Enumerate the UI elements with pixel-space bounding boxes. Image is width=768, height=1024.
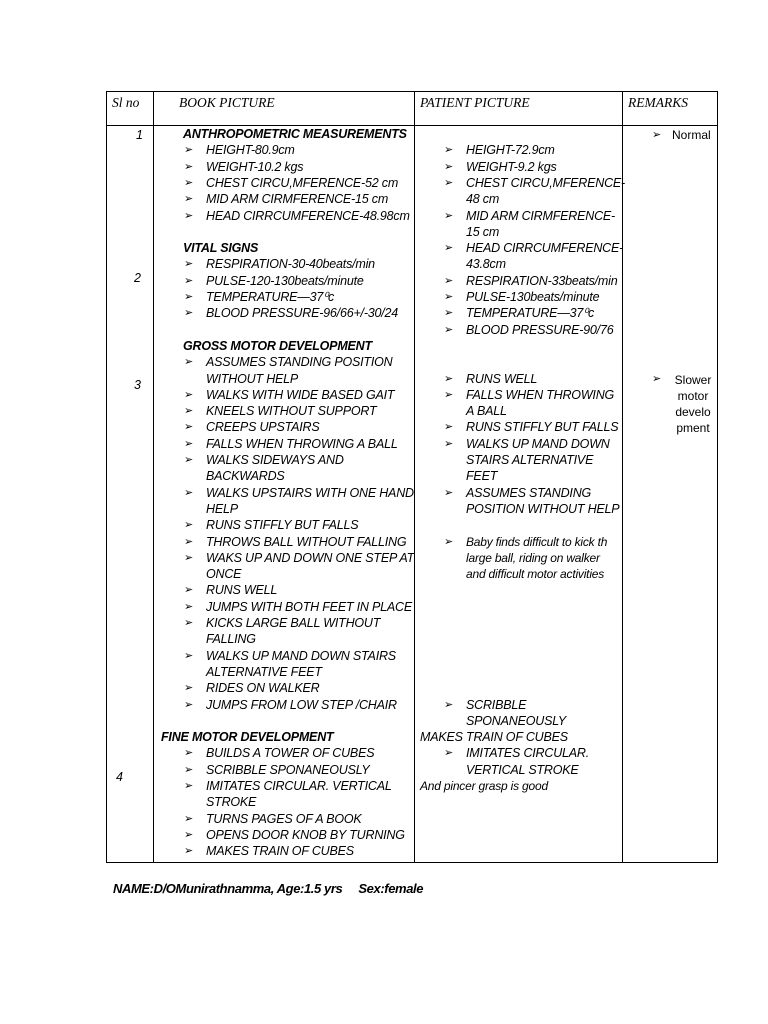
patient-vitals-item: PULSE-130beats/minute [466,290,600,304]
book-gross-item: RUNS STIFFLY BUT FALLS [206,518,359,533]
patient-gross-note: and difficult motor activities [466,567,605,582]
book-gross-item: WALKS SIDEWAYS AND [206,453,344,467]
column-divider-3 [622,91,623,863]
table-bottom-border [106,862,718,863]
section-title-vital-signs: VITAL SIGNS [183,241,259,256]
patient-gross-item: FEET [466,469,498,484]
remark-normal: Normal [672,128,711,142]
book-vital-item: TEMPERATURE—37⁰c [206,290,334,304]
book-gross-bullet: ➢ [184,356,194,369]
book-gross-bullet: ➢ [184,535,194,548]
patient-vitals-item: 15 cm [466,224,500,239]
serial-1: 1 [136,128,143,142]
book-gross-bullet: ➢ [184,551,194,564]
patient-note-bullet: ➢ [444,535,454,548]
patient-gross-bullet: ➢ [444,388,454,401]
book-gross-bullet: ➢ [184,682,194,695]
patient-vitals-item: WEIGHT-9.2 kgs [466,159,557,174]
book-fine-item: OPENS DOOR KNOB BY TURNING [206,827,405,842]
book-fine-item: MAKES TRAIN OF CUBES [206,844,354,859]
patient-fine-train: MAKES TRAIN OF CUBES [420,730,568,745]
book-gross-item: ONCE [206,567,242,582]
patient-fine-imitates-item: VERTICAL STROKE [466,762,579,777]
remark-slower-line-2: motor [677,389,709,403]
book-gross-bullet: ➢ [184,649,194,662]
book-fine-item: BUILDS A TOWER OF CUBES [206,746,375,761]
patient-vitals-item: HEAD CIRRCUMFERENCE- [466,241,624,256]
patient-fine-scribble-bullet: ➢ [444,698,454,711]
patient-gross-note: Baby finds difficult to kick th [466,534,608,549]
book-gross-item: WALKS UP MAND DOWN STAIRS [206,648,396,663]
remark-slower-bullet: ➢ [652,373,662,385]
book-fine-item: TURNS PAGES OF A BOOK [206,811,362,826]
book-gross-item: THROWS BALL WITHOUT FALLING [206,534,407,549]
patient-fine-scribble-item: SPONANEOUSLY [466,713,566,728]
patient-gross-item: ASSUMES STANDING [466,485,592,500]
remark-slower-line-4: pment [676,421,710,435]
patient-gross-item: A BALL [466,404,507,419]
patient-vitals-bullet: ➢ [444,291,454,303]
remark-slower-line-3: develo [675,405,711,419]
book-fine-bullet: ➢ [184,812,194,825]
remark-normal-bullet: ➢ [652,129,662,141]
patient-fine-pincer: And pincer grasp is good [420,779,548,793]
book-vital-bullet: ➢ [184,258,194,271]
patient-gross-item: STAIRS ALTERNATIVE [466,453,594,467]
table-right-border [717,91,718,863]
book-gross-bullet: ➢ [184,617,194,629]
patient-gross-bullet: ➢ [444,486,454,499]
patient-vitals-bullet: ➢ [444,307,454,320]
header-slno: Sl no [112,95,140,110]
book-anthro-item: WEIGHT-10.2 kgs [206,159,304,174]
book-gross-item: WALKS UPSTAIRS WITH ONE HAND [206,485,414,500]
patient-gross-item: RUNS STIFFLY BUT FALLS [466,420,619,435]
book-gross-bullet: ➢ [184,421,194,434]
book-anthro-bullet: ➢ [184,193,194,206]
book-gross-bullet: ➢ [184,405,194,418]
patient-gross-bullet: ➢ [444,437,454,450]
book-fine-item: STROKE [206,795,257,810]
book-gross-bullet: ➢ [184,584,194,597]
table-left-border [106,91,107,863]
book-anthro-item: MID ARM CIRMFERENCE-15 cm [206,192,389,207]
remark-slower-line-1: Slower [674,373,712,387]
book-gross-item: HELP [206,501,238,516]
book-fine-bullet: ➢ [184,763,194,776]
serial-4: 4 [116,770,123,784]
book-gross-bullet: ➢ [184,486,194,499]
book-gross-item: CREEPS UPSTAIRS [206,420,320,435]
book-vital-bullet: ➢ [184,274,194,287]
book-fine-bullet: ➢ [184,828,194,841]
patient-fine-imitates-item: IMITATES CIRCULAR. [466,746,590,761]
section-title-anthropometric: ANTHROPOMETRIC MEASUREMENTS [183,127,407,141]
book-fine-item: IMITATES CIRCULAR. VERTICAL [206,779,392,793]
book-vital-bullet: ➢ [184,307,194,320]
book-vital-bullet: ➢ [184,291,194,303]
patient-fine-scribble-item: SCRIBBLE [466,697,527,712]
book-gross-item: FALLING [206,632,256,647]
patient-vitals-item: BLOOD PRESSURE-90/76 [466,322,614,337]
patient-vitals-bullet: ➢ [444,274,454,287]
book-fine-item: SCRIBBLE SPONANEOUSLY [206,762,370,777]
patient-vitals-bullet: ➢ [444,209,454,222]
patient-gross-bullet: ➢ [444,372,454,385]
book-gross-bullet: ➢ [184,519,194,532]
book-gross-item: JUMPS FROM LOW STEP /CHAIR [206,697,397,712]
patient-name-line: NAME:D/OMunirathnamma, Age:1.5 yrs Sex:female [113,881,424,896]
column-divider-2 [414,91,415,863]
book-anthro-bullet: ➢ [184,144,194,157]
book-gross-item: WITHOUT HELP [206,371,299,386]
book-gross-item: BACKWARDS [206,469,285,484]
book-gross-bullet: ➢ [184,698,194,711]
book-fine-bullet: ➢ [184,780,194,792]
header-remarks: REMARKS [628,95,688,110]
patient-vitals-bullet: ➢ [444,160,454,173]
patient-vitals-bullet: ➢ [444,242,454,255]
book-anthro-bullet: ➢ [184,209,194,222]
patient-gross-item: WALKS UP MAND DOWN [466,436,610,451]
patient-gross-item: FALLS WHEN THROWING [466,387,615,402]
book-vital-item: PULSE-120-130beats/minute [206,273,364,288]
patient-gross-bullet: ➢ [444,421,454,434]
book-anthro-item: HEIGHT-80.9cm [206,143,295,158]
patient-vitals-item: HEIGHT-72.9cm [466,143,555,158]
book-anthro-item: CHEST CIRCU,MFERENCE-52 cm [206,175,399,190]
patient-vitals-bullet: ➢ [444,323,454,336]
book-gross-item: JUMPS WITH BOTH FEET IN PLACE [206,599,413,614]
patient-gross-item: POSITION WITHOUT HELP [466,501,620,516]
column-divider-1 [153,91,154,863]
book-anthro-item: HEAD CIRRCUMFERENCE-48.98cm [206,208,410,223]
patient-vitals-item: 48 cm [466,192,500,207]
serial-2: 2 [134,271,141,285]
book-gross-bullet: ➢ [184,437,194,450]
patient-vitals-bullet: ➢ [444,144,454,157]
book-gross-item: WALKS WITH WIDE BASED GAIT [206,387,395,402]
header-book-picture: BOOK PICTURE [179,95,275,110]
header-patient-picture: PATIENT PICTURE [420,95,530,110]
book-gross-bullet: ➢ [184,388,194,401]
book-anthro-bullet: ➢ [184,160,194,173]
patient-vitals-item: 43.8cm [466,257,506,272]
patient-vitals-item: CHEST CIRCU,MFERENCE- [466,175,625,190]
book-gross-item: RIDES ON WALKER [206,681,320,696]
book-gross-item: WAKS UP AND DOWN ONE STEP AT [206,550,415,565]
book-gross-item: FALLS WHEN THROWING A BALL [206,436,398,451]
patient-gross-item: RUNS WELL [466,371,538,386]
book-fine-bullet: ➢ [184,845,194,858]
patient-gross-note: large ball, riding on walker [466,550,600,565]
book-fine-bullet: ➢ [184,747,194,760]
patient-vitals-item: TEMPERATURE—37⁰c [466,306,594,321]
book-gross-item: KICKS LARGE BALL WITHOUT [206,616,381,630]
book-gross-item: ALTERNATIVE FEET [206,664,322,679]
book-vital-item: RESPIRATION-30-40beats/min [206,257,375,272]
book-gross-item: KNEELS WITHOUT SUPPORT [206,404,377,419]
book-vital-item: BLOOD PRESSURE-96/66+/-30/24 [206,306,399,321]
book-gross-bullet: ➢ [184,454,194,466]
section-title-fine-motor: FINE MOTOR DEVELOPMENT [161,730,334,745]
patient-vitals-item: MID ARM CIRMFERENCE- [466,208,616,223]
table-top-border [106,91,718,92]
book-gross-item: RUNS WELL [206,583,278,598]
patient-vitals-bullet: ➢ [444,176,454,189]
patient-fine-imitates-bullet: ➢ [444,747,454,760]
serial-3: 3 [134,378,141,392]
section-title-gross-motor: GROSS MOTOR DEVELOPMENT [183,338,372,353]
patient-vitals-item: RESPIRATION-33beats/min [466,273,618,288]
book-anthro-bullet: ➢ [184,176,194,189]
book-gross-item: ASSUMES STANDING POSITION [206,355,393,370]
book-gross-bullet: ➢ [184,600,194,613]
